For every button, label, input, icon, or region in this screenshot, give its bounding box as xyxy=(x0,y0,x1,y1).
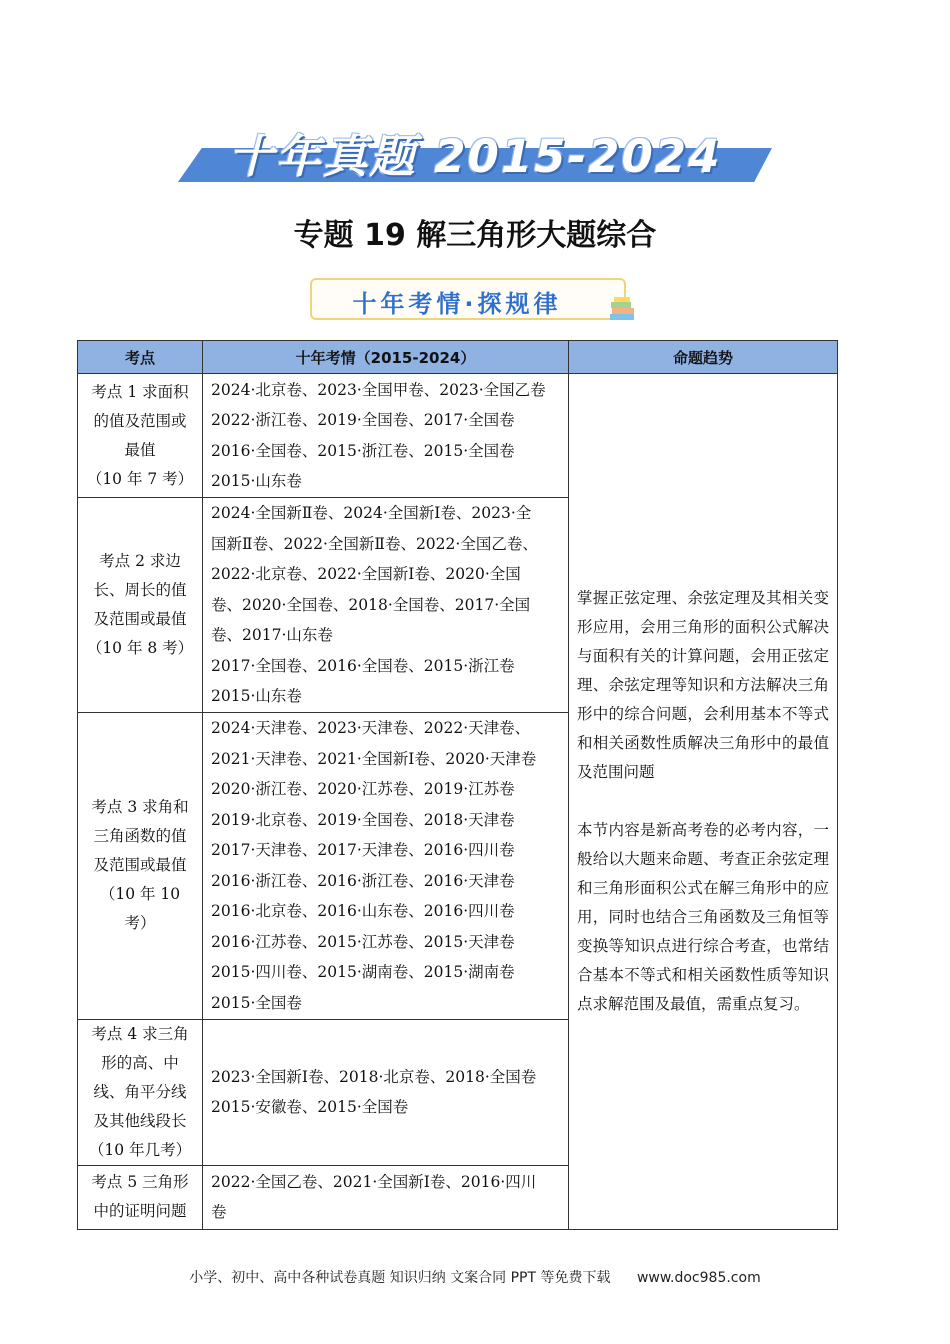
topic-line: 考点 3 求角和 xyxy=(91,798,189,816)
trend-cell xyxy=(569,374,838,1230)
section-stamp xyxy=(310,278,626,320)
topic-cell xyxy=(78,1165,203,1229)
years-line: 2017·全国卷、2016·全国卷、2015·浙江卷 xyxy=(211,656,515,675)
topic-cell xyxy=(78,1019,203,1165)
trend-line: 公式解决与面积有关的计算问 xyxy=(577,617,829,665)
years-line: 2015·山东卷 xyxy=(211,472,302,490)
page-title: 专题 19 解三角形大题综合 xyxy=(293,218,657,253)
trend-line: 容，一般给以大题来命题、考查 xyxy=(577,820,829,868)
trend-line: 题，会用正弦定理、余弦定理等 xyxy=(577,646,829,694)
years-line: 2024·天津卷、2023·天津卷、2022·天津卷、 xyxy=(211,719,531,737)
years-line: 2020·浙江卷、2020·江苏卷、2019·江苏卷 xyxy=(211,780,515,798)
topic-line: （10 年几考） xyxy=(88,1140,192,1159)
topic-line: 的值及范围或 xyxy=(93,411,187,430)
table-header-row xyxy=(78,341,838,374)
years-line: 2022·全国乙卷、2021·全国新Ⅰ卷、2016·四川 xyxy=(211,1172,537,1191)
header-topic: 考点 xyxy=(78,341,203,374)
table-row xyxy=(78,374,838,498)
trend-line: 本节内容是新高考卷的必考内 xyxy=(577,820,782,839)
banner-title: 十年真题 2015-2024 xyxy=(228,130,722,183)
years-line: 2022·浙江卷、2019·全国卷、2017·全国卷 xyxy=(211,411,515,429)
years-line: 2024·全国新Ⅱ卷、2024·全国新Ⅰ卷、2023·全 xyxy=(211,504,532,522)
trend-line: 掌握正弦定理、余弦定理及其相 xyxy=(577,588,798,607)
footer-text: 小学、初中、高中各种试卷真题 知识归纳 文案合同 PPT 等免费下载 xyxy=(189,1270,611,1286)
topic-line: 线、角平分线 xyxy=(93,1082,187,1101)
years-cell xyxy=(203,498,569,713)
years-line: 2019·北京卷、2019·全国卷、2018·天津卷 xyxy=(211,810,515,829)
trend-line: 解三角形中的应用，同时也结合 xyxy=(577,878,829,926)
page-footer xyxy=(0,1267,950,1287)
topic-line: 及其他线段长 xyxy=(93,1111,187,1130)
topic-cell xyxy=(78,374,203,498)
trend-line: 关变形应用，会用三角形的面积 xyxy=(577,588,829,636)
topic-line: （10 年 8 考） xyxy=(86,638,194,657)
header-years: 十年考情（2015-2024） xyxy=(203,341,569,374)
books-icon xyxy=(608,296,638,324)
topic-line: 考点 4 求三角 xyxy=(91,1024,189,1043)
years-line: 2015·山东卷 xyxy=(211,687,302,705)
years-line: 2023·全国新Ⅰ卷、2018·北京卷、2018·全国卷 xyxy=(211,1067,537,1086)
paragraph-gap xyxy=(577,787,829,816)
trend-line: 三角函数及三角恒等变换等知识 xyxy=(577,907,829,955)
trend-line: 函数性质解决三角形中的最值及 xyxy=(577,733,829,781)
header-trend: 命题趋势 xyxy=(569,341,838,374)
years-line: 卷、2017·山东卷 xyxy=(211,626,333,644)
trend-line: 求解范围及最值，需重点复习。 xyxy=(592,994,810,1013)
years-cell xyxy=(203,374,569,498)
years-cell xyxy=(203,1019,569,1165)
years-line: 2016·浙江卷、2016·浙江卷、2016·天津卷 xyxy=(211,871,515,890)
years-line: 2017·天津卷、2017·天津卷、2016·四川卷 xyxy=(211,841,515,859)
years-line: 2022·北京卷、2022·全国新Ⅰ卷、2020·全国 xyxy=(211,565,521,583)
topic-line: 考点 1 求面积 xyxy=(91,382,189,401)
topic-line: 最值 xyxy=(124,440,156,459)
years-line: 2015·四川卷、2015·湖南卷、2015·湖南卷 xyxy=(211,963,515,981)
years-line: 2021·天津卷、2021·全国新Ⅰ卷、2020·天津卷 xyxy=(211,749,537,768)
years-line: 卷 xyxy=(211,1203,227,1221)
trend-line: 范围问题 xyxy=(592,762,655,781)
trend-paragraph-2 xyxy=(577,816,829,1019)
years-line: 2015·安徽卷、2015·全国卷 xyxy=(211,1098,409,1116)
years-line: 卷、2020·全国卷、2018·全国卷、2017·全国 xyxy=(211,595,531,614)
years-line: 2016·全国卷、2015·浙江卷、2015·全国卷 xyxy=(211,441,515,460)
years-line: 2016·北京卷、2016·山东卷、2016·四川卷 xyxy=(211,902,515,920)
years-cell xyxy=(203,1165,569,1229)
topic-line: 中的证明问题 xyxy=(93,1202,187,1220)
topic-line: 及范围或最值 xyxy=(93,856,187,874)
topic-line: 三角函数的值 xyxy=(93,827,187,845)
topic-line: 及范围或最值 xyxy=(93,609,187,628)
exam-analysis-table xyxy=(77,340,838,1230)
header-banner xyxy=(178,118,772,184)
trend-line: 知识和方法解决三角形中的综合 xyxy=(577,675,829,723)
years-line: 2016·江苏卷、2015·江苏卷、2015·天津卷 xyxy=(211,932,515,951)
years-line: 2015·全国卷 xyxy=(211,993,302,1012)
years-line: 2024·北京卷、2023·全国甲卷、2023·全国乙卷 xyxy=(211,380,546,399)
topic-line: （10 年 10 xyxy=(99,885,181,903)
trend-line: 正余弦定理和三角形面积公式在 xyxy=(577,849,829,897)
topic-line: 长、周长的值 xyxy=(93,580,187,599)
years-cell xyxy=(203,712,569,1019)
topic-line: 考点 5 三角形 xyxy=(91,1173,189,1191)
topic-cell xyxy=(78,712,203,1019)
topic-line: 考） xyxy=(124,914,156,932)
trend-paragraph-1 xyxy=(577,584,829,787)
trend-line: 不等式和相关函数性质等知识点 xyxy=(577,965,829,1013)
topic-cell xyxy=(78,498,203,713)
trend-line: 点进行综合考查，也常结合基本 xyxy=(577,936,829,984)
topic-line: 考点 2 求边 xyxy=(99,551,181,570)
topic-line: 形的高、中 xyxy=(101,1053,179,1072)
footer-site-link[interactable]: www.doc985.com xyxy=(636,1270,761,1286)
topic-line: （10 年 7 考） xyxy=(86,469,194,488)
trend-line: 问题，会利用基本不等式和相关 xyxy=(577,704,829,752)
years-line: 国新Ⅱ卷、2022·全国新Ⅱ卷、2022·全国乙卷、 xyxy=(211,534,538,553)
stamp-label: 十年考情·探规律 xyxy=(352,290,562,318)
